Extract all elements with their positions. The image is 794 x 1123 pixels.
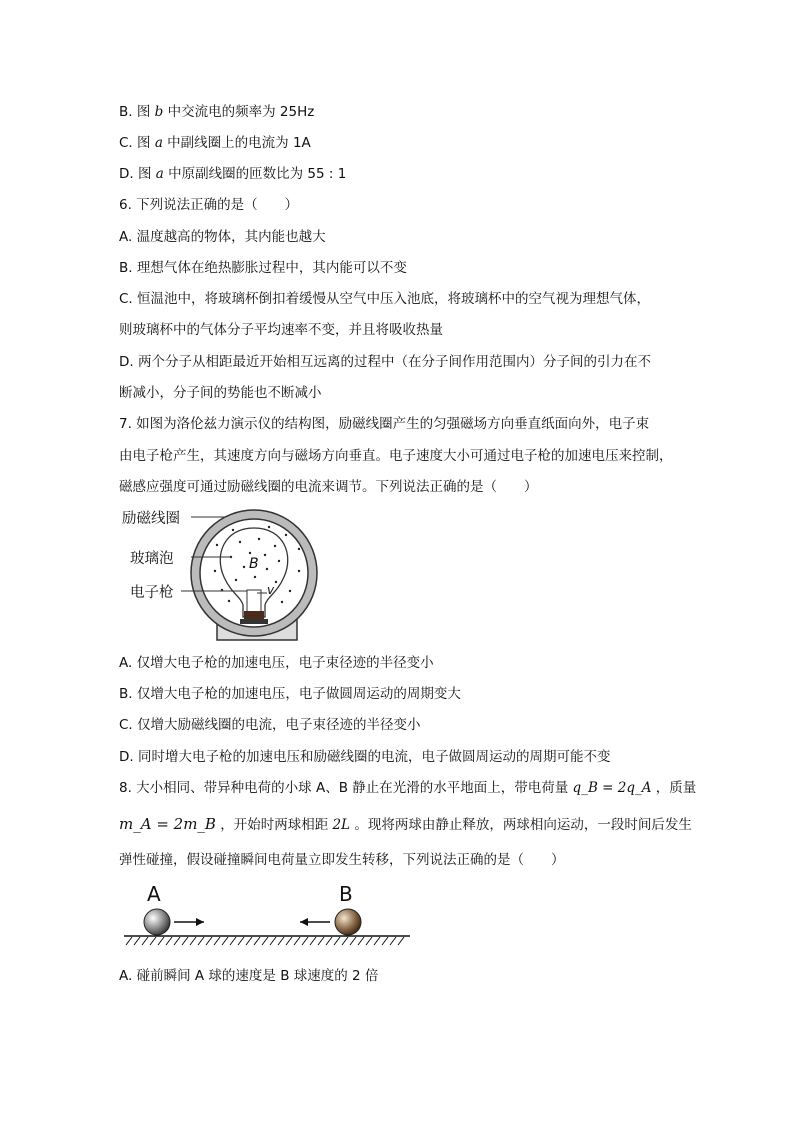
q6-option-c-line2: 则玻璃杯中的气体分子平均速率不变，并且将吸收热量 xyxy=(119,322,443,338)
question-7-line3: 磁感应强度可通过励磁线圈的电流来调节。下列说法正确的是（ ） xyxy=(119,479,538,495)
q7-option-a: A. 仅增大电子枪的加速电压，电子束径迹的半径变小 xyxy=(119,655,434,671)
label-bulb: 玻璃泡 xyxy=(130,551,174,567)
question-7-line2: 由电子枪产生，其速度方向与磁场方向垂直。电子速度大小可通过电子枪的加速电压来控制， xyxy=(119,448,673,464)
q6-option-a: A. 温度越高的物体，其内能也越大 xyxy=(119,229,326,245)
arrow-a-head xyxy=(196,918,204,926)
question-8-line1: 8. 大小相同、带异种电荷的小球 A、B 静止在光滑的水平地面上，带电荷量 q_B = 2q_A ，质量 xyxy=(119,780,697,796)
question-6: 6. 下列说法正确的是（ ） xyxy=(119,197,299,213)
label-velocity: v xyxy=(267,583,275,597)
formula-charge: q_B = 2q_A xyxy=(572,780,652,796)
ball-a xyxy=(144,909,170,935)
label-field: B xyxy=(249,556,259,572)
ground-hatching xyxy=(126,937,404,945)
label-gun: 电子枪 xyxy=(130,585,174,601)
figure-two-balls xyxy=(122,880,412,950)
q7-option-b: B. 仅增大电子枪的加速电压，电子做圆周运动的周期变大 xyxy=(119,686,461,702)
two-balls-diagram xyxy=(122,880,412,950)
q8-option-a: A. 碰前瞬间 A 球的速度是 B 球速度的 2 倍 xyxy=(119,968,379,984)
coil-ring-inner xyxy=(200,519,308,627)
q6-option-d-line2: 断减小，分子间的势能也不断减小 xyxy=(119,385,322,401)
q6-option-d-line1: D. 两个分子从相距最近开始相互远离的过程中（在分子间作用范围内）分子间的引力在不 xyxy=(119,354,651,370)
gun-base xyxy=(240,619,268,624)
ball-b xyxy=(335,909,361,935)
label-coil: 励磁线圈 xyxy=(122,511,180,527)
q7-option-c: C. 仅增大励磁线圈的电流，电子束径迹的半径变小 xyxy=(119,717,421,733)
q7-option-d: D. 同时增大电子枪的加速电压和励磁线圈的电流，电子做圆周运动的周期可能不变 xyxy=(119,749,611,765)
formula-distance: 2L xyxy=(332,817,351,833)
q6-option-c-line1: C. 恒温池中，将玻璃杯倒扣着缓慢从空气中压入池底，将玻璃杯中的空气视为理想气体， xyxy=(119,291,651,307)
figure-lorentz-demo xyxy=(119,505,339,645)
question-8-line2: m_A = 2m_B ，开始时两球相距 2L 。现将两球由静止释放，两球相向运动，一段时间后发生 xyxy=(119,815,692,833)
option-d: D. 图 a 中原副线圈的匝数比为 55 : 1 xyxy=(119,166,347,182)
label-ball-b: B xyxy=(339,882,353,906)
option-c: C. 图 a 中副线圈上的电流为 1A xyxy=(119,135,311,151)
q6-option-b: B. 理想气体在绝热膨胀过程中，其内能可以不变 xyxy=(119,260,407,276)
option-b: B. 图 b 中交流电的频率为 25Hz xyxy=(119,104,315,120)
formula-mass: m_A = 2m_B xyxy=(119,815,216,833)
arrow-b-head xyxy=(300,918,308,926)
question-8-line3: 弹性碰撞，假设碰撞瞬间电荷量立即发生转移，下列说法正确的是（ ） xyxy=(119,852,565,868)
label-ball-a: A xyxy=(147,882,161,906)
question-7-line1: 7. 如图为洛伦兹力演示仪的结构图，励磁线圈产生的匀强磁场方向垂直纸面向外，电子束 xyxy=(119,416,650,432)
